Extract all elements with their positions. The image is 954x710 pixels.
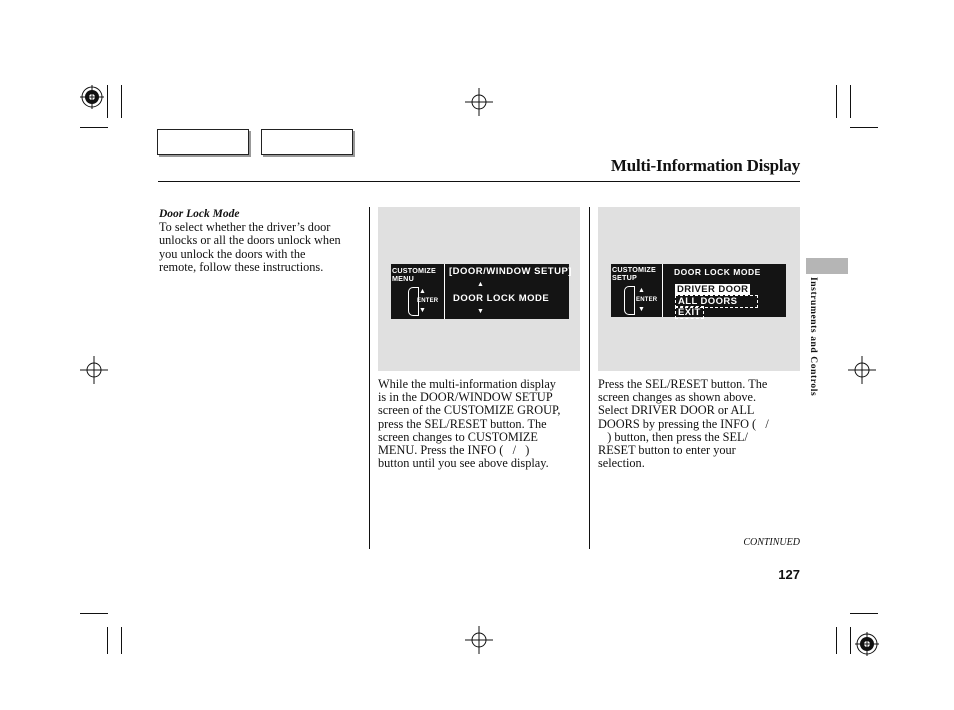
registration-target-icon xyxy=(855,632,879,656)
lcd-label: CUSTOMIZE xyxy=(612,265,656,274)
section-label: Instruments and Controls xyxy=(808,277,818,397)
up-arrow-icon: ▲ xyxy=(638,287,645,294)
down-arrow-icon: ▼ xyxy=(419,307,426,314)
crosshair-icon xyxy=(465,88,493,116)
lcd-screen-door-lock-mode xyxy=(611,264,786,317)
text-line: RESET button to enter your xyxy=(598,443,736,458)
enter-knob-icon xyxy=(624,286,635,315)
text-line: ) button, then press the SEL/ xyxy=(598,429,748,444)
lcd-label: MENU xyxy=(392,274,414,283)
lcd-line-1: [DOOR/WINDOW SETUP] xyxy=(449,266,572,277)
down-arrow-icon: ▼ xyxy=(638,306,645,313)
nav-tab-main-menu[interactable] xyxy=(157,129,249,155)
text-line: screen changes to CUSTOMIZE xyxy=(378,429,538,444)
option-driver-door: DRIVER DOOR xyxy=(677,284,749,295)
page-number: 127 xyxy=(778,567,800,582)
text-line: DOORS by pressing the INFO ( / xyxy=(598,416,769,431)
registration-target-icon xyxy=(80,85,104,109)
crosshair-icon xyxy=(848,356,876,384)
intro-line: To select whether the driver’s door xyxy=(159,220,331,235)
text-line: While the multi-information display xyxy=(378,377,556,391)
text-line: button until you see above display. xyxy=(378,456,549,471)
up-arrow-icon: ▲ xyxy=(477,281,484,288)
crosshair-icon xyxy=(80,356,108,384)
intro-line: remote, follow these instructions. xyxy=(159,259,324,274)
crosshair-icon xyxy=(465,626,493,654)
section-heading: Door Lock Mode xyxy=(159,208,240,220)
text-line: selection. xyxy=(598,456,645,471)
enter-label: ENTER xyxy=(417,298,439,304)
text-line: screen of the CUSTOMIZE GROUP, xyxy=(378,403,561,418)
step-2-text xyxy=(598,378,803,470)
nav-tab-table-of-contents[interactable] xyxy=(261,129,353,155)
page-title: Multi-Information Display xyxy=(610,156,800,175)
lcd-label: SETUP xyxy=(612,273,637,282)
text-line: screen changes as shown above. xyxy=(598,390,757,405)
lcd-label: CUSTOMIZE xyxy=(392,266,436,275)
enter-label: ENTER xyxy=(636,297,658,303)
continued-label: CONTINUED xyxy=(743,537,800,548)
text-line: Select DRIVER DOOR or ALL xyxy=(598,403,755,418)
text-line: Press the SEL/RESET button. The xyxy=(598,377,768,391)
up-arrow-icon: ▲ xyxy=(419,288,426,295)
step-1-text xyxy=(378,378,583,470)
option-all-doors: ALL DOORS xyxy=(675,295,758,308)
lcd-screen-customize-menu xyxy=(391,264,572,319)
display-illustration-1 xyxy=(378,207,580,371)
intro-line: unlocks or all the doors unlock when xyxy=(159,233,341,248)
lcd-title: DOOR LOCK MODE xyxy=(674,267,761,277)
text-line: press the SEL/RESET button. The xyxy=(378,416,547,431)
down-arrow-icon: ▼ xyxy=(477,308,484,315)
intro-block xyxy=(159,208,369,274)
section-tab-marker[interactable] xyxy=(806,258,848,274)
text-line: is in the DOOR/WINDOW SETUP xyxy=(378,390,553,405)
intro-line: you unlock the doors with the xyxy=(159,246,306,261)
text-line: MENU. Press the INFO ( / ) xyxy=(378,443,530,458)
display-illustration-2 xyxy=(598,207,800,371)
lcd-line-2: DOOR LOCK MODE xyxy=(453,293,550,304)
option-exit: EXIT xyxy=(675,306,704,319)
